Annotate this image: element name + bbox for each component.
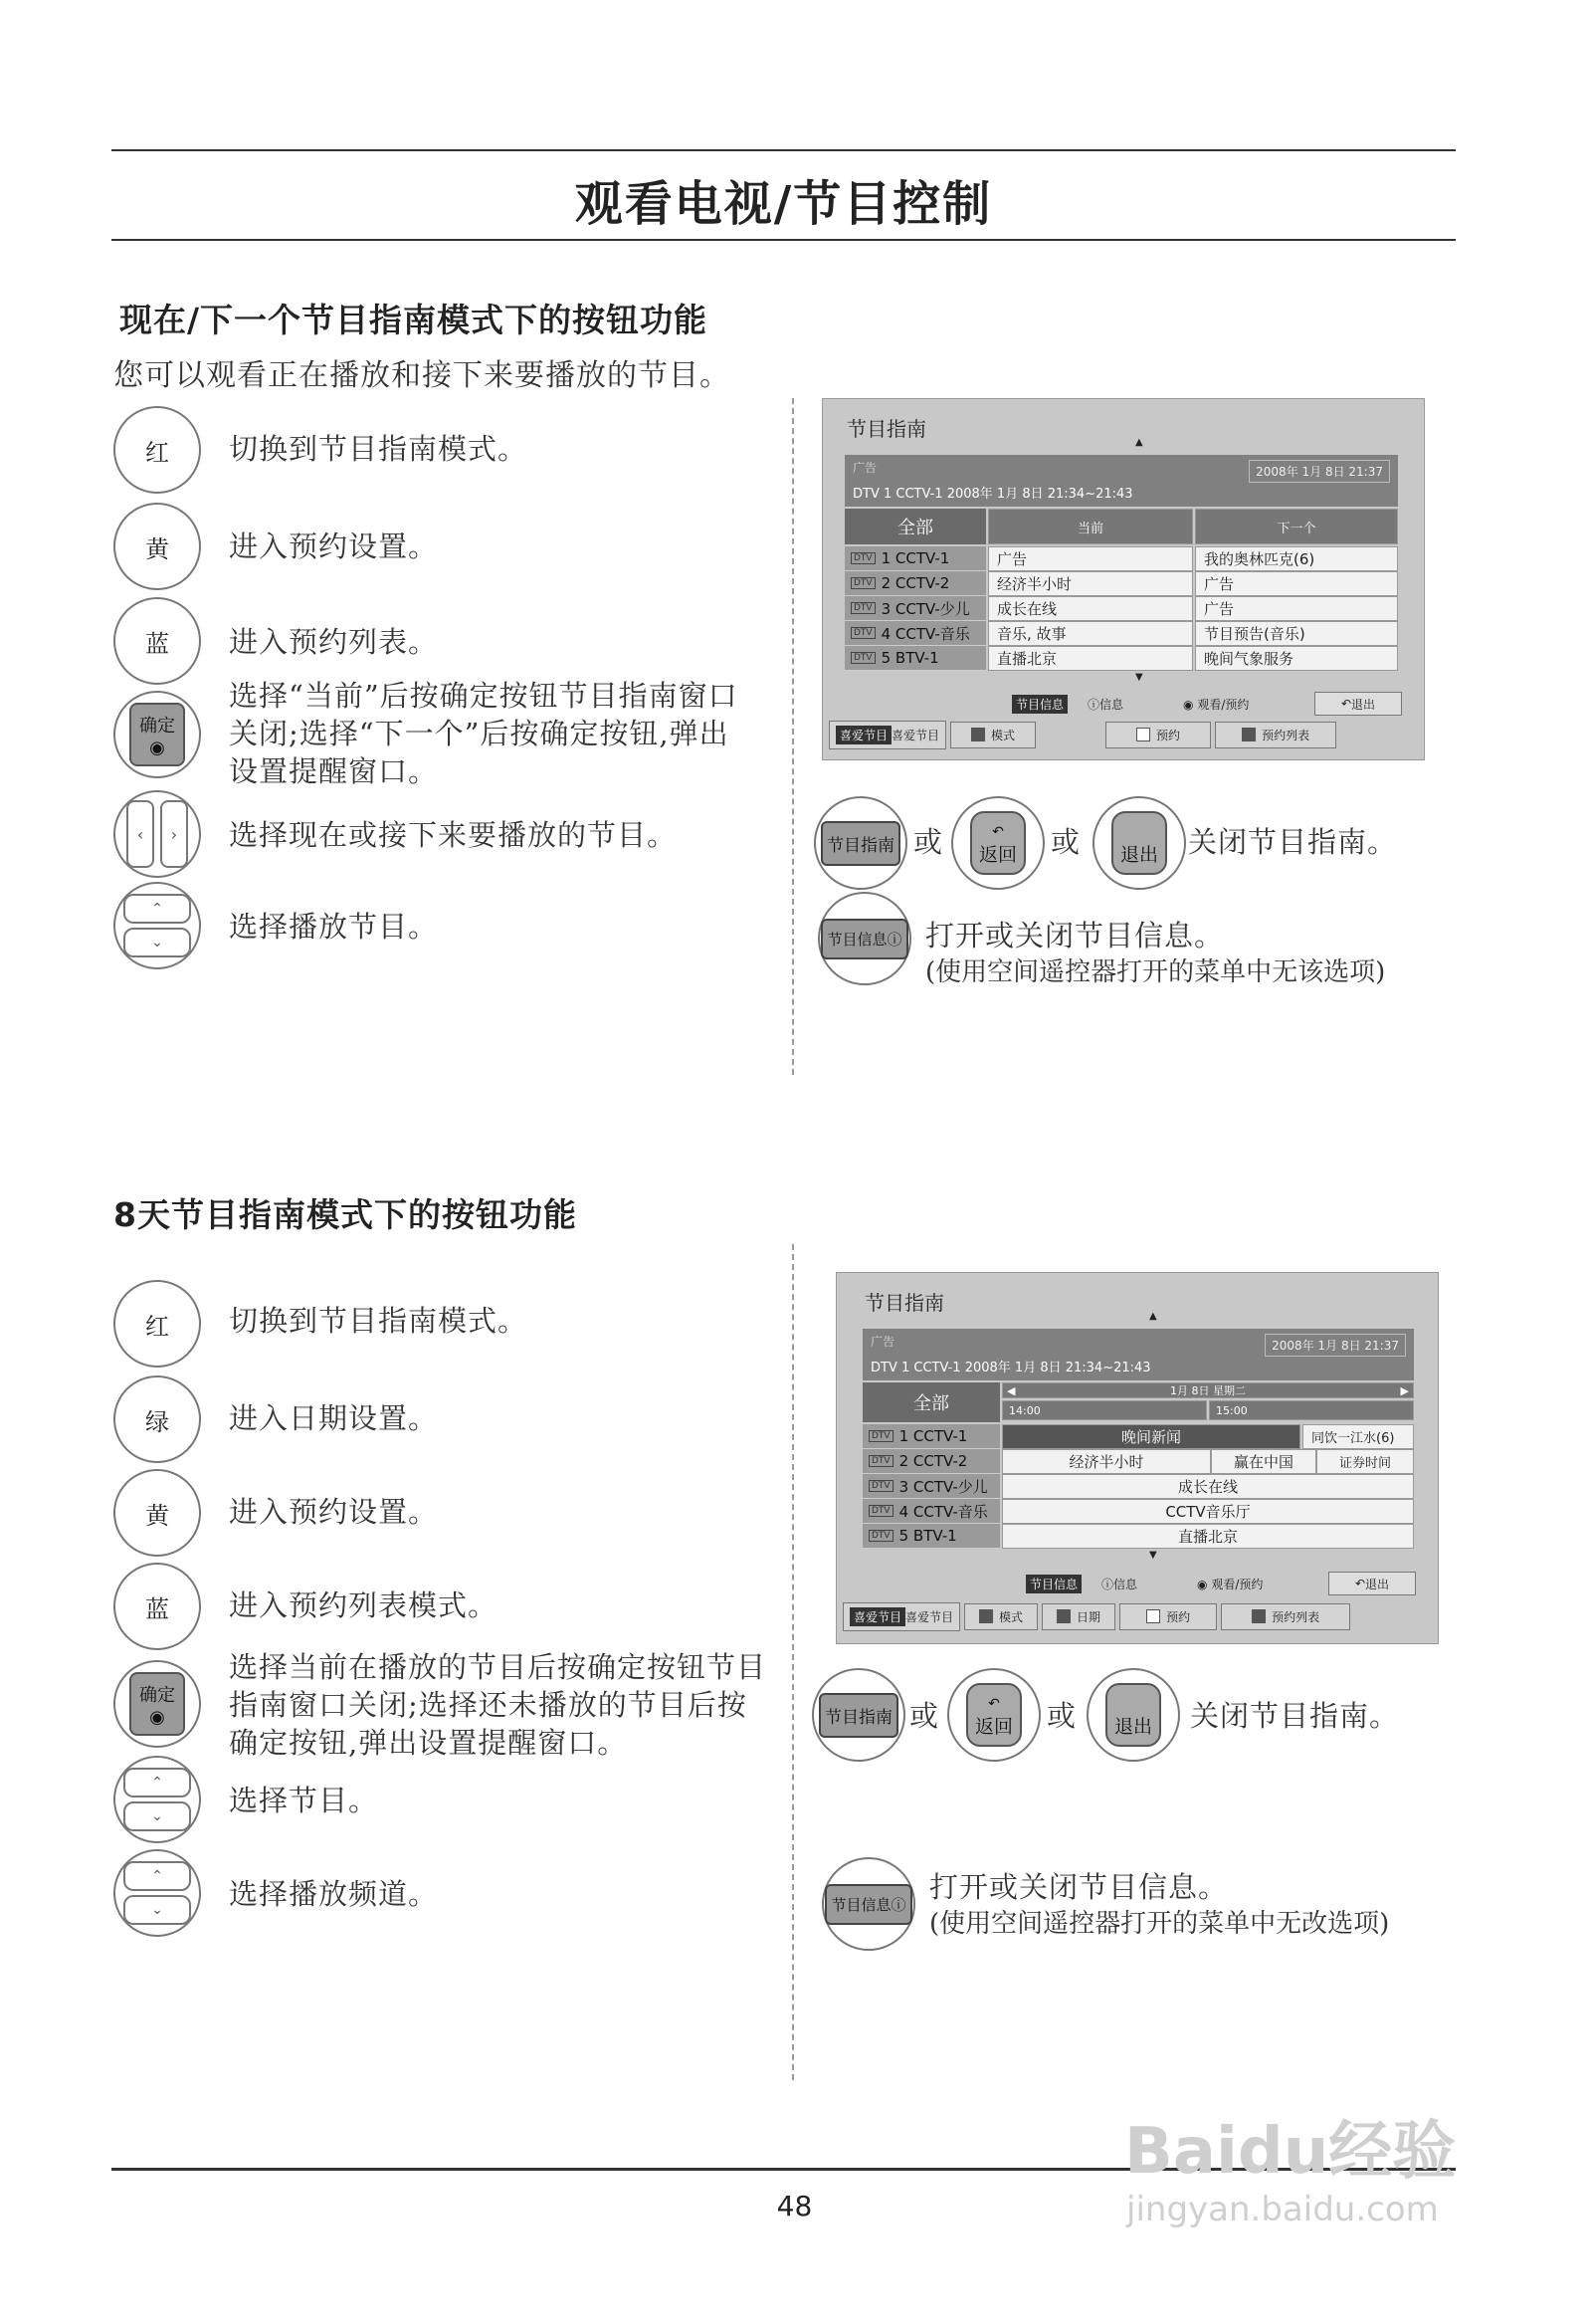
up-down-button-icon: ⌃ ⌄ bbox=[113, 882, 201, 969]
exit-key-hint[interactable]: ↶ 退出 bbox=[1328, 1572, 1416, 1595]
epg-screen-now-next bbox=[822, 398, 1425, 760]
channel-row[interactable]: DTV 1 CCTV-1 bbox=[845, 546, 986, 571]
program-cell[interactable]: 广告 bbox=[1195, 596, 1398, 621]
up-down-desc: 选择节目。 bbox=[229, 1784, 379, 1817]
info-key-desc: 打开或关闭节目信息。 bbox=[929, 1870, 1229, 1904]
info-key-note: (使用空间遥控器打开的菜单中无该选项) bbox=[925, 957, 1386, 987]
left-right-button-icon: ‹ › bbox=[113, 790, 201, 878]
screen-key-bar-1: 节目信息 ⓘ信息 ◉ 观看/预约 bbox=[1026, 1572, 1424, 1595]
exit-key-icon: 退出 bbox=[1092, 796, 1186, 890]
blue-button-icon: 蓝 bbox=[113, 1563, 201, 1650]
channel-row[interactable]: DTV 4 CCTV-音乐 bbox=[863, 1499, 1000, 1524]
close-epg-desc: 关闭节目指南。 bbox=[1190, 1699, 1400, 1733]
program-info-bar: 广告 2008年 1月 8日 21:37 DTV 1 CCTV-1 2008年 1月 8日 21:34~21:43 bbox=[863, 1329, 1414, 1380]
section1-title: 现在/下一个节目指南模式下的按钮功能 bbox=[119, 301, 708, 339]
screen-key-bar-1: 节目信息 ⓘ信息 ◉ 观看/预约 bbox=[1012, 692, 1410, 716]
up-down-button-icon: ⌃ ⌄ bbox=[113, 1756, 201, 1843]
red-button-icon: 红 bbox=[113, 1280, 201, 1368]
program-cell[interactable]: 节目预告(音乐) bbox=[1195, 621, 1398, 646]
program-cell[interactable]: 晚间气象服务 bbox=[1195, 646, 1398, 671]
yellow-button-desc: 进入预约设置。 bbox=[229, 529, 439, 563]
exit-key-hint[interactable]: ↶ 退出 bbox=[1314, 692, 1402, 716]
blue-button-desc: 进入预约列表模式。 bbox=[229, 1588, 498, 1622]
channel-row[interactable]: DTV 3 CCTV-少儿 bbox=[863, 1474, 1000, 1499]
program-cell[interactable]: 经济半小时 bbox=[1002, 1449, 1211, 1474]
channel-group-all[interactable]: 全部 bbox=[863, 1382, 1000, 1422]
channel-row[interactable]: DTV 5 BTV-1 bbox=[845, 646, 986, 671]
up-arrow-icon: ▲ bbox=[1149, 1311, 1157, 1322]
section2-title: 8天节目指南模式下的按钮功能 bbox=[113, 1195, 577, 1234]
screen-title: 节目指南 bbox=[865, 1291, 944, 1315]
red-button-desc: 切换到节目指南模式。 bbox=[229, 432, 528, 466]
program-cell[interactable]: 赢在中国 bbox=[1211, 1449, 1316, 1474]
channel-group-all[interactable]: 全部 bbox=[845, 509, 986, 544]
info-key-desc: 打开或关闭节目信息。 bbox=[925, 919, 1225, 952]
watermark-logo: Baidu经验 bbox=[1124, 2115, 1457, 2189]
channel-row[interactable]: DTV 2 CCTV-2 bbox=[863, 1449, 1000, 1474]
program-cell[interactable]: 直播北京 bbox=[988, 646, 1193, 671]
close-epg-desc: 关闭节目指南。 bbox=[1188, 825, 1398, 859]
program-cell[interactable]: 广告 bbox=[988, 546, 1193, 571]
program-cell[interactable]: 成长在线 bbox=[1002, 1474, 1414, 1499]
screen-title: 节目指南 bbox=[847, 417, 926, 441]
blue-button-desc: 进入预约列表。 bbox=[229, 625, 439, 659]
exit-key-icon: 退出 bbox=[1087, 1668, 1180, 1762]
yellow-button-desc: 进入预约设置。 bbox=[229, 1495, 439, 1529]
channel-row[interactable]: DTV 4 CCTV-音乐 bbox=[845, 621, 986, 646]
program-info-bar: 广告 2008年 1月 8日 21:37 DTV 1 CCTV-1 2008年 1月 8日 21:34~21:43 bbox=[845, 455, 1398, 507]
title-underline bbox=[111, 239, 1456, 241]
yellow-button-icon: 黄 bbox=[113, 1469, 201, 1557]
program-cell[interactable]: 证券时间 bbox=[1316, 1449, 1414, 1474]
section2-divider bbox=[792, 1244, 794, 2080]
time-slot: 15:00 bbox=[1209, 1400, 1414, 1420]
time-slot: 14:00 bbox=[1002, 1400, 1207, 1420]
col-next[interactable]: 下一个 bbox=[1195, 509, 1398, 544]
yellow-button-icon: 黄 bbox=[113, 503, 201, 590]
up-down-button-icon: ⌃ ⌄ bbox=[113, 1849, 201, 1937]
program-cell[interactable]: 经济半小时 bbox=[988, 571, 1193, 596]
program-cell[interactable]: 直播北京 bbox=[1002, 1524, 1414, 1549]
screen-key-bar-2: 喜爱节目 喜爱节目 模式 日期 预约 预约列表 bbox=[843, 1601, 1432, 1631]
epg-screen-8day bbox=[836, 1272, 1439, 1644]
page-title: 观看电视/节目控制 bbox=[574, 176, 993, 232]
program-cell[interactable]: 音乐, 故事 bbox=[988, 621, 1193, 646]
down-arrow-icon: ▼ bbox=[1135, 672, 1143, 683]
down-arrow-icon: ▼ bbox=[1149, 1550, 1157, 1561]
watermark-url: jingyan.baidu.com bbox=[1126, 2190, 1439, 2229]
up-down-desc: 选择播放节目。 bbox=[229, 910, 439, 944]
green-button-icon: 绿 bbox=[113, 1375, 201, 1463]
or-text: 或 bbox=[913, 825, 943, 859]
section1-divider bbox=[792, 398, 794, 1075]
back-key-icon: ↶ 返回 bbox=[951, 796, 1045, 890]
info-key-note: (使用空间遥控器打开的菜单中无改选项) bbox=[929, 1909, 1390, 1939]
ok-button-icon: 确定 ◉ bbox=[113, 691, 201, 778]
ok-button-desc: 选择当前在播放的节目后按确定按钮节目指南窗口关闭;选择还未播放的节目后按确定按钮,弹出设置提醒窗口。 bbox=[229, 1650, 767, 1760]
program-cell[interactable]: 广告 bbox=[1195, 571, 1398, 596]
section1-intro: 您可以观看正在播放和接下来要播放的节目。 bbox=[113, 358, 730, 393]
top-rule bbox=[111, 149, 1456, 151]
program-cell[interactable]: 同饮一江水(6) bbox=[1302, 1424, 1414, 1449]
page-number: 48 bbox=[776, 2190, 813, 2222]
epg-key-icon: 节目指南 bbox=[814, 796, 907, 890]
up-down-desc: 选择播放频道。 bbox=[229, 1877, 439, 1911]
channel-row[interactable]: DTV 2 CCTV-2 bbox=[845, 571, 986, 596]
channel-row[interactable]: DTV 1 CCTV-1 bbox=[863, 1424, 1000, 1449]
program-cell[interactable]: CCTV音乐厅 bbox=[1002, 1499, 1414, 1524]
screen-key-bar-2: 喜爱节目 喜爱节目 模式 预约 预约列表 bbox=[829, 720, 1418, 749]
date-header[interactable]: ◀ 1月 8日 星期二 ▶ bbox=[1002, 1382, 1414, 1398]
red-button-desc: 切换到节目指南模式。 bbox=[229, 1304, 528, 1338]
or-text: 或 bbox=[1051, 825, 1081, 859]
epg-key-icon: 节目指南 bbox=[812, 1668, 905, 1762]
green-button-desc: 进入日期设置。 bbox=[229, 1401, 439, 1435]
red-button-icon: 红 bbox=[113, 406, 201, 494]
blue-button-icon: 蓝 bbox=[113, 597, 201, 685]
program-cell[interactable]: 晚间新闻 bbox=[1002, 1424, 1300, 1449]
info-key-icon: 节目信息ⓘ bbox=[822, 1857, 915, 1951]
channel-row[interactable]: DTV 3 CCTV-少儿 bbox=[845, 596, 986, 621]
channel-row[interactable]: DTV 5 BTV-1 bbox=[863, 1524, 1000, 1549]
ok-button-icon: 确定 ◉ bbox=[113, 1660, 201, 1748]
back-key-icon: ↶ 返回 bbox=[947, 1668, 1041, 1762]
or-text: 或 bbox=[1047, 1699, 1077, 1733]
program-cell[interactable]: 成长在线 bbox=[988, 596, 1193, 621]
up-arrow-icon: ▲ bbox=[1135, 437, 1143, 448]
info-key-icon: 节目信息ⓘ bbox=[818, 892, 911, 985]
left-right-desc: 选择现在或接下来要播放的节目。 bbox=[229, 818, 678, 852]
program-cell[interactable]: 我的奥林匹克(6) bbox=[1195, 546, 1398, 571]
or-text: 或 bbox=[909, 1699, 939, 1733]
ok-button-desc: 选择“当前”后按确定按钮节目指南窗口关闭;选择“下一个”后按确定按钮,弹出设置提醒窗口。 bbox=[229, 679, 738, 788]
col-current[interactable]: 当前 bbox=[988, 509, 1193, 544]
